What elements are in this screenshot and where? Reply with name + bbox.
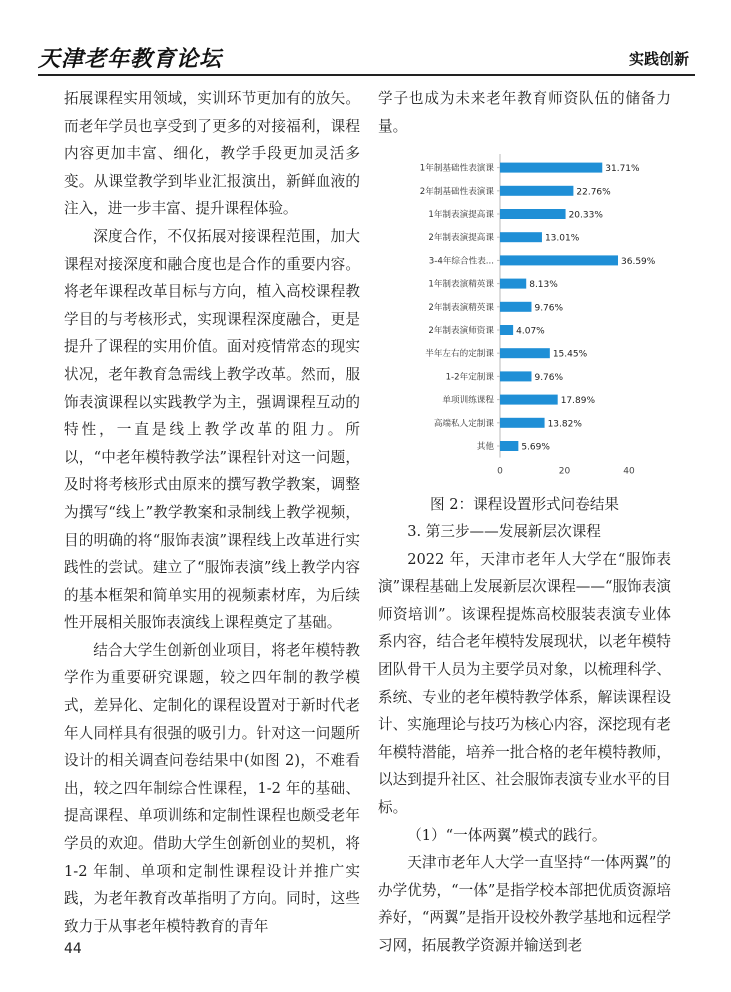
bar — [500, 209, 566, 219]
journal-logo: 天津老年教育论坛 — [38, 46, 223, 72]
category-label: 其他 — [476, 442, 494, 452]
header-rule — [38, 74, 695, 76]
survey-bar-chart — [388, 150, 658, 485]
page-header — [0, 0, 731, 80]
bar — [500, 371, 531, 381]
bar — [500, 163, 602, 173]
category-label: 单项训练课程 — [442, 395, 494, 406]
chart-svg — [388, 150, 658, 485]
bar — [500, 418, 545, 428]
category-label: 半年左右的定制课 — [425, 349, 494, 360]
x-tick-label: 40 — [623, 466, 635, 477]
category-label: 1年制表演精英课 — [428, 279, 494, 290]
category-label: 1-2年定制课 — [445, 372, 494, 383]
figure-caption: 图 2：课程设置形式问卷结果 — [429, 496, 620, 513]
value-label: 9.76% — [534, 303, 564, 314]
paragraph: 天津市老年人大学一直坚持“一体两翼”的办学优势，“一体”是指学校本部把优质资源培养好，“两翼”是指开设校外教学基地和远程学习网，拓展教学资源并输送到老 — [378, 854, 671, 954]
category-label: 1年制基础性表演课 — [419, 163, 494, 174]
left-column — [64, 85, 360, 940]
value-label: 13.01% — [544, 233, 580, 244]
bar — [500, 441, 518, 451]
value-label: 5.69% — [521, 442, 550, 453]
category-label: 2年制表演精英课 — [428, 302, 494, 313]
x-tick-label: 20 — [558, 466, 571, 477]
section-label: 实践创新 — [628, 50, 689, 68]
value-label: 4.07% — [516, 326, 545, 337]
subheading: （1）“一体两翼”模式的践行。 — [407, 826, 607, 844]
paragraph: 2022 年，天津市老年人大学在“服饰表演”课程基础上发展新层次课程——“服饰表演师资培训”。该课程提炼高校服装表演专业体系内容，结合老年模特发展现状，以老年模特团队骨干人员为主要学员对象，以梳理科学、系统、专业的老年模特教学体系，解读课程设计、实施理论与技巧为核心内容，深挖现有老年模特潜能，培养一批合格的老年模特教师，以达到提升社区、社会服饰表演专业水平的目标。 — [378, 550, 671, 816]
value-label: 8.13% — [529, 280, 558, 291]
right-column-bottom — [378, 518, 671, 960]
bar — [500, 255, 618, 265]
category-label: 1年制表演提高课 — [428, 210, 494, 220]
x-tick-label: 0 — [497, 466, 503, 477]
value-label: 15.45% — [552, 349, 588, 360]
category-label: 2年制表演师资课 — [428, 326, 494, 336]
paragraph: 深度合作，不仅拓展对接课程范围，加大课程对接深度和融合度也是合作的重要内容。将老年课程改革目标与方向，植入高校课程教学目的与考核形式，实现课程深度融合，更是提升了课程的实用价值。面对疫情常态的现实状况，老年教育急需线上教学改革。然而，服饰表演课程以实践教学为主，强调课程互动的特性，一直是线上教学改革的阻力。所以，“中老年模特教学法”课程针对这一问题，及时将考核形式由原来的撰写教学教案，调整为撰写“线上”教学教案和录制线上教学视频，目的明确的将“服饰表演”课程线上改革进行实践性的尝试。建立了“服饰表演”线上教学内容的基本框架和简单实用的视频素材库，为后续性开展相关服饰表演线上课程奠定了基础。 — [64, 227, 360, 632]
value-label: 31.71% — [605, 164, 640, 175]
value-label: 36.59% — [621, 256, 656, 267]
bar — [500, 186, 573, 196]
bar — [500, 348, 550, 358]
category-label: 2年制表演提高课 — [428, 233, 494, 244]
paragraph: 结合大学生创新创业项目，将老年模特教学作为重要研究课题，较之四年制的教学模式，差异化、定制化的课程设置对于新时代老年人同样具有很强的吸引力。针对这一问题所设计的相关调查问卷结果中(如图 2)，不难看出，较之四年制综合性课程，1-2 年的基础、提高课程、单项训练和定制性课程也颇受老年学员的欢迎。借助大学生创新创业的契机，将 1-2 年制、单项和定制性课程设计并推广实践，为老年教育改革指明了方向。同时，这些致力于从事老年模特教育的青年 — [64, 641, 360, 935]
value-label: 20.33% — [568, 210, 603, 221]
category-label: 高端私人定制课 — [433, 418, 494, 429]
category-label: 3-4年综合性表... — [428, 256, 494, 267]
paragraph: 拓展课程实用领域，实训环节更加有的放矢。而老年学员也享受到了更多的对接福利，课程内容更加丰富、细化，教学手段更加灵活多变。从课堂教学到毕业汇报演出，新鲜血液的注入，进一步丰富、提升课程体验。 — [64, 90, 360, 218]
section-heading: 3. 第三步——发展新层次课程 — [407, 523, 601, 540]
value-label: 17.89% — [560, 396, 596, 407]
bar — [500, 232, 542, 242]
bar — [500, 279, 526, 289]
page-number: 44 — [64, 941, 82, 957]
bar — [500, 302, 531, 312]
category-label: 2年制基础性表演课 — [419, 186, 494, 197]
bar — [500, 325, 513, 335]
value-label: 9.76% — [534, 372, 564, 383]
right-column-top — [378, 85, 671, 140]
value-label: 13.82% — [547, 419, 582, 430]
bar — [500, 395, 558, 405]
paragraph: 学子也成为未来老年教育师资队伍的储备力量。 — [378, 90, 671, 135]
value-label: 22.76% — [576, 187, 611, 198]
